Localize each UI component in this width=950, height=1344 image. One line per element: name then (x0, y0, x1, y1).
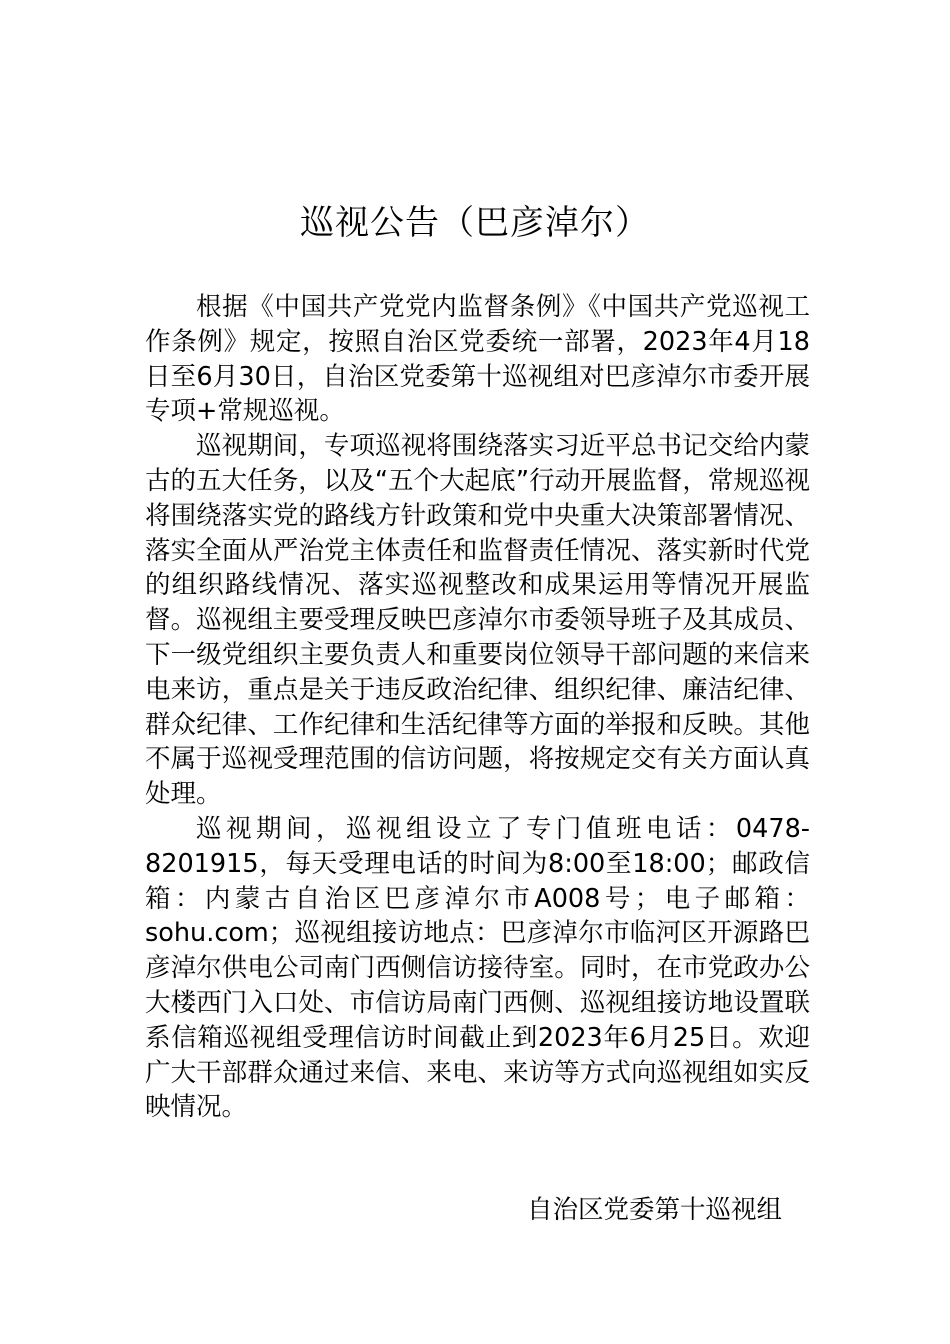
paragraph-contact: 巡视期间，巡视组设立了专门值班电话：0478-8201915，每天受理电话的时间为8:00至18:00；邮政信箱：内蒙古自治区巴彦淖尔市A008号；电子邮箱：sohu.com；巡视组接访地点：巴彦淖尔市临河区开源路巴彦淖尔供电公司南门西侧信访接待室。同时，在市党政办公大楼西门入口处、市信访局南门西侧、巡视组接访地设置联系信箱巡视组受理信访时间截止到2023年6月25日。欢迎广大干部群众通过来信、来电、来访等方式向巡视组如实反映情况。 (145, 813, 810, 1123)
page-title: 巡视公告（巴彦淖尔） (300, 203, 650, 243)
paragraph-scope: 巡视期间，专项巡视将围绕落实习近平总书记交给内蒙古的五大任务，以及“五个大起底”行动开展监督，常规巡视将围绕落实党的路线方针政策和党中央重大决策部署情况、落实全面从严治党主体责任和监督责任情况、落实新时代党的组织路线情况、落实巡视整改和成果运用等情况开展监督。巡视组主要受理反映巴彦淖尔市委领导班子及其成员、下一级党组织主要负责人和重要岗位领导干部问题的来信来电来访，重点是关于违反政治纪律、组织纪律、廉洁纪律、群众纪律、工作纪律和生活纪律等方面的举报和反映。其他不属于巡视受理范围的信访问题，将按规定交有关方面认真处理。 (145, 431, 810, 810)
paragraph-regulations: 根据《中国共产党党内监督条例》《中国共产党巡视工作条例》规定，按照自治区党委统一部署，2023年4月18日至6月30日，自治区党委第十巡视组对巴彦淖尔市委开展专项+常规巡视。 (145, 292, 810, 427)
announcement-body (145, 290, 810, 1125)
signature: 自治区党委第十巡视组 (527, 1195, 783, 1225)
